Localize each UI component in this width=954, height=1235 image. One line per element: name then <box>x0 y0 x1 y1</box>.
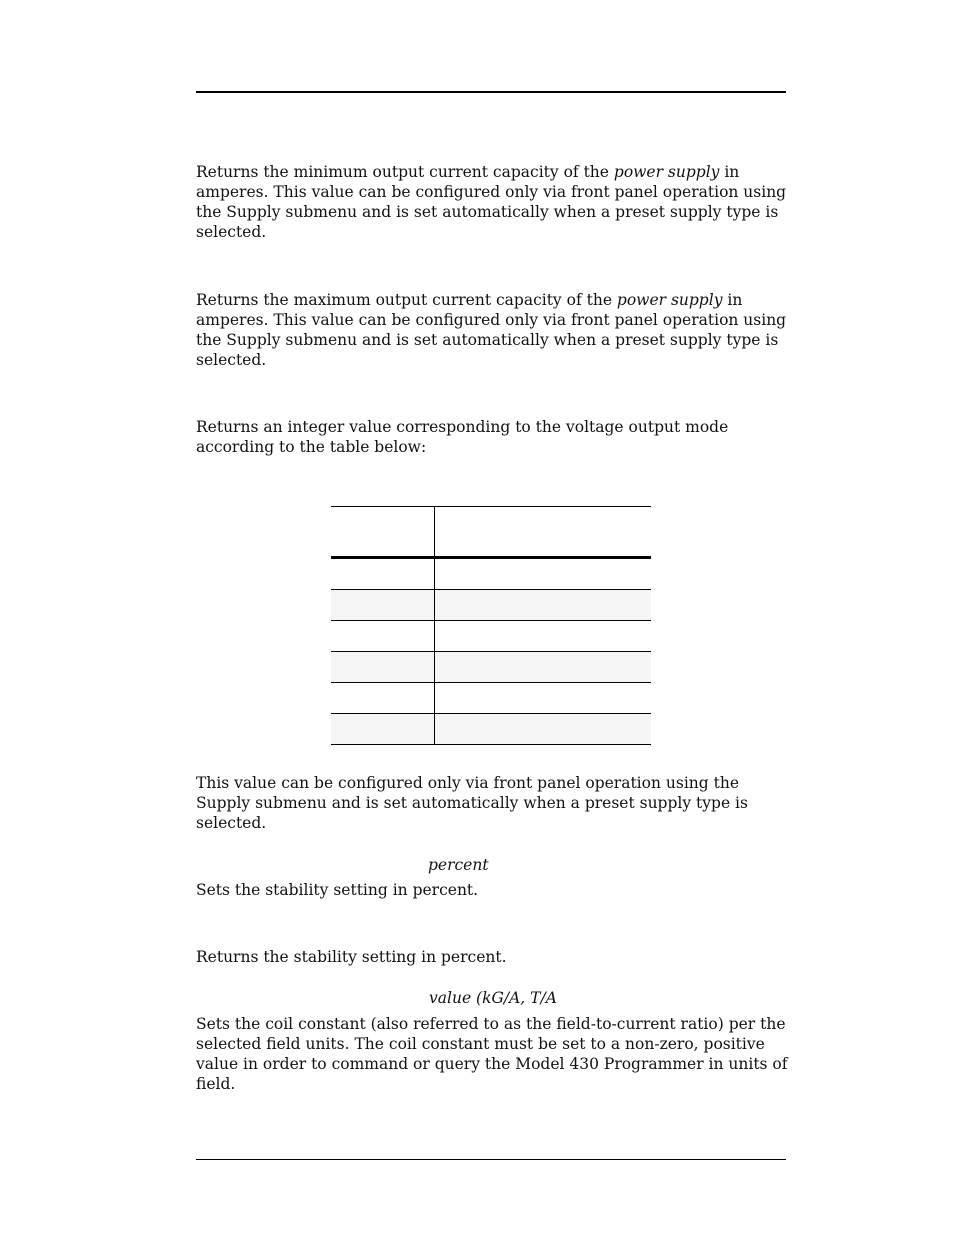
para1-text-start: Returns the minimum output current capacity of the <box>196 163 614 181</box>
voltage-mode-description: Returns an integer value corresponding to the voltage output mode according to the table below: <box>196 418 729 456</box>
para1-emphasis: power supply <box>613 163 720 181</box>
table-header <box>331 506 651 559</box>
header-rule <box>196 91 786 93</box>
footer-rule <box>196 1159 786 1160</box>
coil-constant-parameter: value (kG/A, T/A <box>429 989 557 1007</box>
table-row <box>331 559 651 590</box>
table-row <box>331 652 651 683</box>
column-divider <box>434 559 435 589</box>
para2-text-start: Returns the maximum output current capacity of the <box>196 291 617 309</box>
table-row <box>331 590 651 621</box>
get-stability-description: Returns the stability setting in percent. <box>196 948 507 966</box>
max-current-description <box>196 290 788 370</box>
min-current-description <box>196 162 788 242</box>
column-divider <box>434 652 435 682</box>
para2-text-end: in amperes. This value can be configured only via front panel operation using the Supply submenu and is set automatically when a preset supply type is selected. <box>196 291 787 369</box>
table-row <box>331 683 651 714</box>
table-row <box>331 621 651 652</box>
para1-text-end: in amperes. This value can be configured only via front panel operation using the Supply submenu and is set automatically when a preset supply type is selected. <box>196 163 787 241</box>
voltage-mode-table <box>331 506 651 745</box>
column-divider <box>434 621 435 651</box>
percent-parameter: percent <box>428 856 489 874</box>
column-divider <box>434 714 435 744</box>
para2-emphasis: power supply <box>616 291 723 309</box>
column-divider <box>434 507 435 556</box>
table-row <box>331 714 651 745</box>
voltage-mode-note: This value can be configured only via front panel operation using the Supply submenu and is set automatically when a preset supply type is selected. <box>196 774 748 832</box>
set-stability-description: Sets the stability setting in percent. <box>196 881 479 899</box>
coil-constant-description: Sets the coil constant (also referred to as the field-to-current ratio) per the selected field units. The coil constant must be set to a non-zero, positive value in order to command or query the Model 430 Programmer in units of field. <box>196 1015 788 1093</box>
column-divider <box>434 683 435 713</box>
column-divider <box>434 590 435 620</box>
